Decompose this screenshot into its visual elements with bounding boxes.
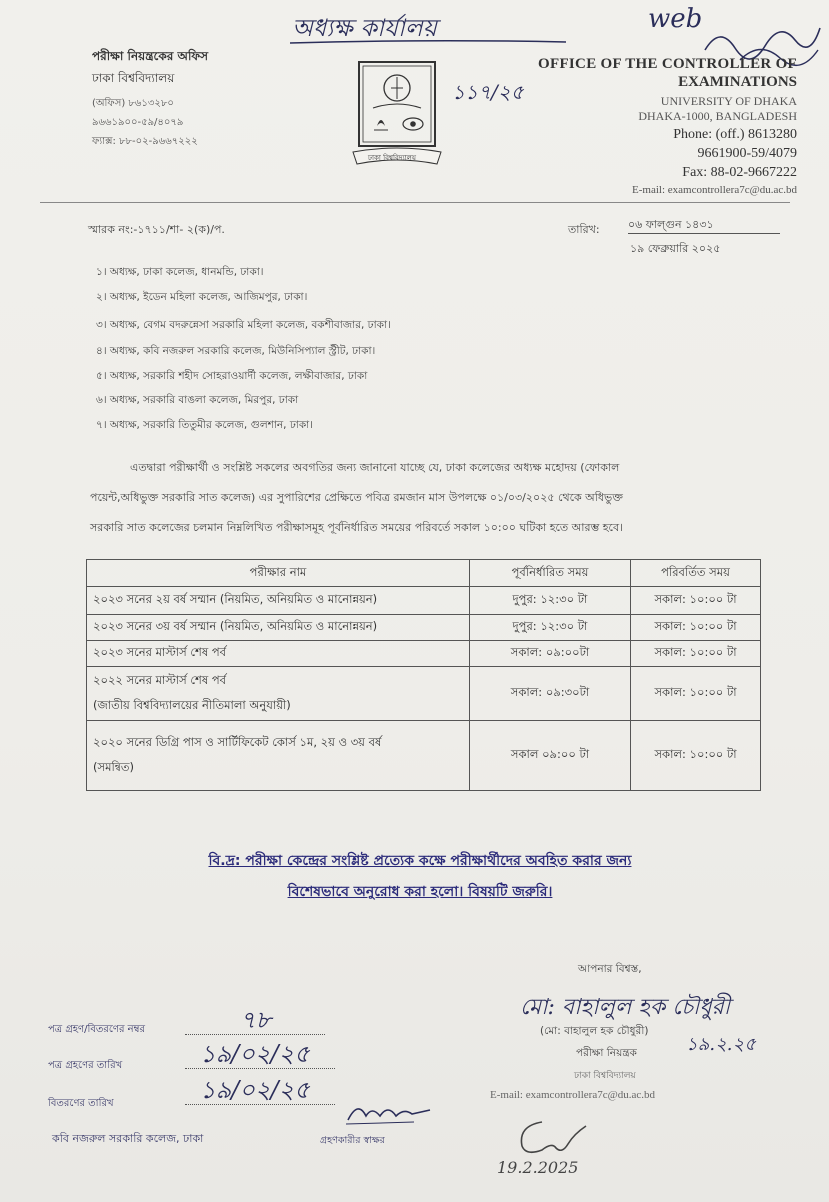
table-row	[87, 641, 761, 667]
handwritten-bottom-date: 19.2.2025	[497, 1158, 579, 1177]
controller-university: ঢাকা বিশ্ববিদ্যালয়	[574, 1071, 636, 1081]
exam-name-cell	[87, 667, 470, 721]
yours-faithfully: আপনার বিশ্বস্ত,	[578, 963, 642, 975]
phone2-en: 9661900-59/4079	[697, 146, 797, 161]
new-time-cell: সকাল: ১০:০০ টা	[631, 615, 761, 641]
header-divider	[40, 202, 790, 203]
date-bangla: ০৬ ফাল্গুন ১৪৩১	[628, 218, 714, 231]
receive-date-value: ১৯/০২/২৫	[200, 1040, 310, 1068]
controller-title: পরীক্ষা নিয়ন্ত্রক	[576, 1047, 637, 1059]
body-line: এতদ্বারা পরীক্ষার্থী ও সংশ্লিষ্ট সকলের অবগতির জন্য জানানো যাচ্ছে যে, ঢাকা কলেজের অধ্যক্ষ মহোদয় (ফোকাল	[130, 461, 620, 474]
email-en: E-mail: examcontrollera7c@du.ac.bd	[632, 184, 797, 196]
distribute-date-value: ১৯/০২/২৫	[200, 1076, 310, 1104]
exam-name-subline: (সমন্বিত)	[93, 759, 134, 774]
receive-date-label: পত্র গ্রহণের তারিখ	[48, 1060, 123, 1071]
body-line: সরকারি সাত কলেজের চলমান নিম্নলিখিত পরীক্ষাসমূহ পূর্বনির্ধারিত সময়ের পরিবর্তে সকাল ১০:০০ ঘটিকা হতে আরম্ভ হবে।	[90, 521, 624, 534]
address-en: DHAKA-1000, BANGLADESH	[638, 109, 797, 123]
new-time-cell: সকাল: ১০:০০ টা	[631, 641, 761, 667]
receipt-number-value: ৭৮	[240, 1006, 272, 1034]
exam-name-cell	[87, 721, 470, 791]
recipient-item: ১। অধ্যক্ষ, ঢাকা কলেজ, ধানমন্ডি, ঢাকা।	[96, 266, 264, 278]
note-line-1: বি.দ্র: পরীক্ষা কেন্দ্রের সংশ্লিষ্ট প্রত্যেক কক্ষে পরীক্ষার্থীদের অবহিত করার জন্য	[208, 853, 632, 869]
receiver-signature-scribble	[344, 1098, 434, 1128]
recipient-item: ৩। অধ্যক্ষ, বেগম বদরুন্নেসা সরকারি মহিলা কলেজ, বকশীবাজার, ঢাকা।	[96, 319, 391, 331]
table-row	[87, 615, 761, 641]
date-divider	[628, 233, 780, 234]
fax-bn: ফ্যাক্স: ৮৮-০২-৯৬৬৭২২২	[92, 136, 198, 147]
recipient-item: ২। অধ্যক্ষ, ইডেন মহিলা কলেজ, আজিমপুর, ঢাকা।	[96, 291, 308, 303]
new-time-cell: সকাল: ১০:০০ টা	[631, 667, 761, 721]
memo-reference: স্মারক নং:-১৭১১/শা- ২(ক)/প.	[88, 223, 225, 236]
office-name-en-line2: EXAMINATIONS	[678, 74, 797, 90]
office-name-en-line1: OFFICE OF THE CONTROLLER OF	[538, 56, 797, 72]
exam-name-cell: ২০২৩ সনের মাস্টার্স শেষ পর্ব	[87, 641, 470, 667]
university-name-en: UNIVERSITY OF DHAKA	[660, 94, 797, 108]
old-time-cell: দুপুর: ১২:৩০ টা	[470, 615, 631, 641]
exam-name-cell: ২০২৩ সনের ৩য় বর্ষ সম্মান (নিয়মিত, অনিয়মিত ও মানোন্নয়ন)	[87, 615, 470, 641]
controller-name: (মো: বাহালুল হক চৌধুরী)	[540, 1025, 649, 1037]
table-header-row	[87, 560, 761, 587]
exam-name-line: ২০২০ সনের ডিগ্রি পাস ও সার্টিফিকেট কোর্স ১ম, ২য় ও ৩য় বর্ষ	[93, 734, 382, 749]
body-line: পয়েন্ট,অধিভুক্ত সরকারি সাত কলেজ) এর সুপারিশের প্রেক্ষিতে পবিত্র রমজান মাস উপলক্ষে ০১/০৩/২০২৫ থেকে অধিভুক্ত	[90, 491, 623, 504]
new-time-cell: সকাল: ১০:০০ টা	[631, 587, 761, 615]
office-name-bn: পরীক্ষা নিয়ন্ত্রকের অফিস	[92, 49, 209, 63]
controller-email: E-mail: examcontrollera7c@du.ac.bd	[490, 1089, 655, 1101]
bottom-signature-scribble	[512, 1116, 592, 1160]
handwritten-web: web	[648, 4, 703, 34]
handwritten-diary-number: ১১৭/২৫	[452, 80, 524, 104]
phone-bn: (অফিস) ৮৬১৩২৮০	[92, 98, 174, 109]
old-time-cell: সকাল: ০৯:০০টা	[470, 641, 631, 667]
distribute-date-label: বিতরণের তারিখ	[48, 1098, 114, 1109]
handwritten-signature-date: ১৯.২.২৫	[686, 1034, 756, 1055]
seal-ribbon-text: ঢাকা বিশ্ববিদ্যালয়	[368, 154, 417, 162]
old-time-cell: সকাল ০৯:০০ টা	[470, 721, 631, 791]
date-label: তারিখ:	[568, 223, 600, 236]
note-line-2: বিশেষভাবে অনুরোধ করা হলো। বিষয়টি জরুরি।	[287, 884, 553, 900]
header-old-time: পূর্বনির্ধারিত সময়	[470, 560, 631, 587]
header-new-time: পরিবর্তিত সময়	[631, 560, 761, 587]
old-time-cell: সকাল: ০৯:৩০টা	[470, 667, 631, 721]
phone-en: Phone: (off.) 8613280	[673, 127, 797, 142]
table-row	[87, 587, 761, 615]
handwritten-signature: মো: বাহালুল হক চৌধুরী	[520, 995, 731, 1020]
old-time-cell: দুপুর: ১২:৩০ টা	[470, 587, 631, 615]
handwritten-top-note: অধ্যক্ষ কার্যালয়	[292, 14, 437, 42]
receiver-sign-label: গ্রহণকারীর স্বাক্ষর	[320, 1135, 385, 1146]
phone2-bn: ৯৬৬১৯০০-৫৯/৪০৭৯	[92, 117, 184, 128]
header-exam-name: পরীক্ষার নাম	[87, 560, 470, 587]
exam-schedule-table	[86, 559, 761, 791]
table-row	[87, 667, 761, 721]
recipient-item: ৪। অধ্যক্ষ, কবি নজরুল সরকারি কলেজ, মিউনিসিপ্যাল স্ট্রীট, ঢাকা।	[96, 345, 376, 357]
recipient-item: ৫। অধ্যক্ষ, সরকারি শহীদ সোহরাওয়ার্দী কলেজ, লক্ষীবাজার, ঢাকা	[96, 370, 368, 382]
fax-en: Fax: 88-02-9667222	[682, 165, 797, 180]
table-row	[87, 721, 761, 791]
receiving-college: কবি নজরুল সরকারি কলেজ, ঢাকা	[52, 1132, 204, 1145]
exam-name-subline: (জাতীয় বিশ্ববিদ্যালয়ের নীতিমালা অনুযায়ী)	[93, 697, 291, 712]
exam-name-line: ২০২২ সনের মাস্টার্স শেষ পর্ব	[93, 672, 227, 687]
receipt-number-label: পত্র গ্রহণ/বিতরণের নম্বর	[48, 1024, 146, 1035]
recipient-item: ৭। অধ্যক্ষ, সরকারি তিতুমীর কলেজ, গুলশান, ঢাকা।	[96, 419, 313, 431]
university-name-bn: ঢাকা বিশ্ববিদ্যালয়	[92, 71, 175, 85]
handwriting-underline	[288, 38, 568, 46]
date-gregorian: ১৯ ফেব্রুয়ারি ২০২৫	[630, 242, 721, 255]
recipient-item: ৬। অধ্যক্ষ, সরকারি বাঙলা কলেজ, মিরপুর, ঢাকা	[96, 394, 299, 406]
new-time-cell: সকাল: ১০:০০ টা	[631, 721, 761, 791]
exam-name-cell: ২০২৩ সনের ২য় বর্ষ সম্মান (নিয়মিত, অনিয়মিত ও মানোন্নয়ন)	[87, 587, 470, 615]
